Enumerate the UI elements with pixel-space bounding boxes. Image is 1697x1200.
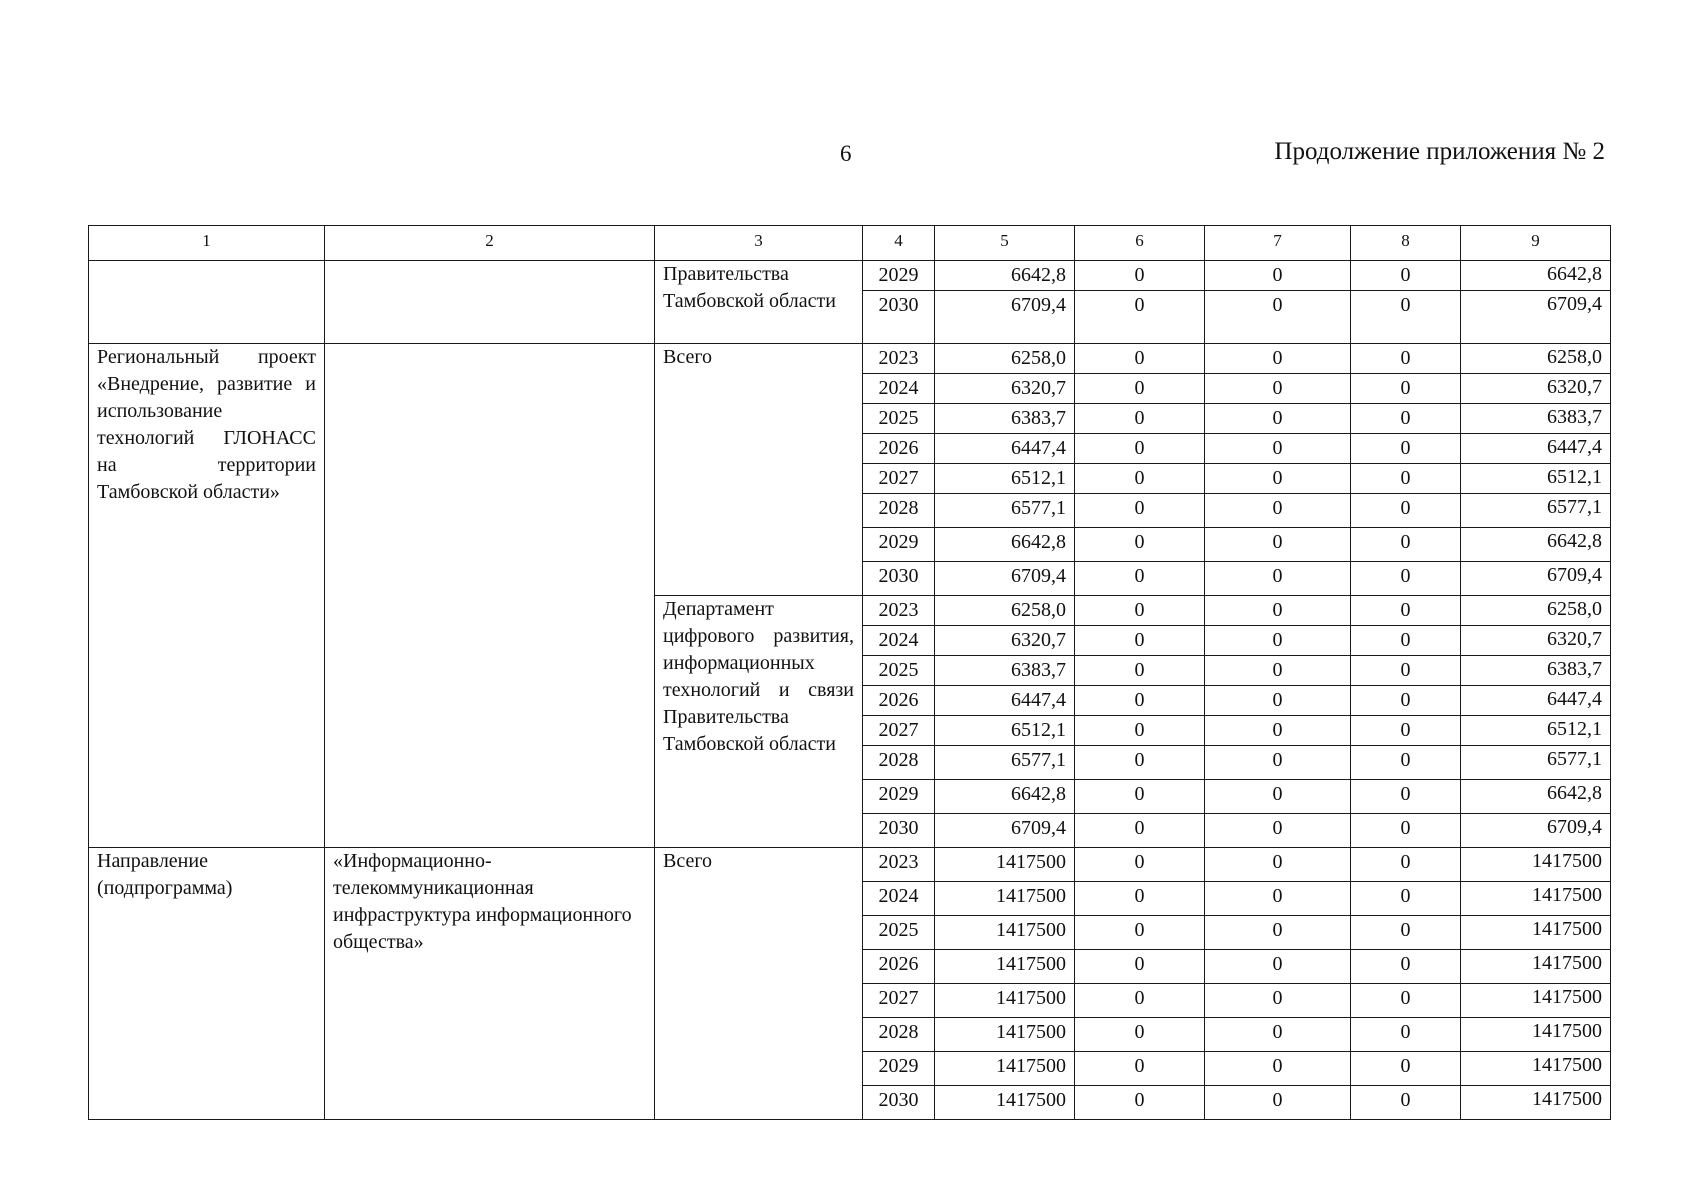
year-cell: 2023 [863,344,935,374]
total-amount-cell: 6512,1 [1461,464,1611,494]
year-cell: 2028 [863,1018,935,1052]
year-cell: 2029 [863,261,935,291]
total-amount-cell: 1417500 [1461,984,1611,1018]
amount-cell: 6642,8 [935,528,1075,562]
amount-cell: 0 [1351,528,1461,562]
amount-cell: 0 [1205,656,1351,686]
amount-cell: 0 [1351,1086,1461,1120]
project-name-cell: Региональный проект «Внедрение, развитие и использование технологий ГЛОНАСС на территории Тамбовской области» [89,344,325,848]
total-amount-cell: 1417500 [1461,1052,1611,1086]
total-amount-cell: 1417500 [1461,1018,1611,1052]
amount-cell: 0 [1351,596,1461,626]
amount-cell: 6642,8 [935,261,1075,291]
page-number: 6 [840,141,852,166]
amount-cell: 1417500 [935,848,1075,882]
goal-cell [325,261,655,344]
amount-cell: 0 [1075,261,1205,291]
total-amount-cell: 6383,7 [1461,656,1611,686]
amount-cell: 0 [1351,716,1461,746]
amount-cell: 0 [1351,1018,1461,1052]
amount-cell: 1417500 [935,950,1075,984]
total-amount-cell: 6577,1 [1461,746,1611,780]
amount-cell: 0 [1075,562,1205,596]
amount-cell: 0 [1205,1086,1351,1120]
amount-cell: 0 [1205,916,1351,950]
amount-cell: 6512,1 [935,464,1075,494]
total-amount-cell: 6642,8 [1461,780,1611,814]
amount-cell: 0 [1351,434,1461,464]
year-cell: 2025 [863,404,935,434]
year-cell: 2030 [863,562,935,596]
amount-cell: 0 [1205,1052,1351,1086]
column-number: 2 [325,226,655,261]
table-row [89,344,1611,374]
amount-cell: 0 [1205,404,1351,434]
table-row [89,261,1611,291]
amount-cell: 6709,4 [935,814,1075,848]
amount-cell: 1417500 [935,1052,1075,1086]
total-amount-cell: 6320,7 [1461,374,1611,404]
amount-cell: 0 [1075,291,1205,344]
amount-cell: 0 [1205,984,1351,1018]
amount-cell: 0 [1351,464,1461,494]
year-cell: 2024 [863,882,935,916]
amount-cell: 1417500 [935,882,1075,916]
total-amount-cell: 6258,0 [1461,344,1611,374]
amount-cell: 1417500 [935,916,1075,950]
amount-cell: 0 [1075,780,1205,814]
amount-cell: 0 [1351,746,1461,780]
amount-cell: 0 [1205,434,1351,464]
amount-cell: 6512,1 [935,716,1075,746]
year-cell: 2025 [863,656,935,686]
amount-cell: 0 [1075,848,1205,882]
amount-cell: 0 [1351,261,1461,291]
amount-cell: 0 [1351,780,1461,814]
amount-cell: 0 [1205,746,1351,780]
amount-cell: 0 [1351,344,1461,374]
amount-cell: 0 [1075,746,1205,780]
total-amount-cell: 1417500 [1461,950,1611,984]
total-amount-cell: 6642,8 [1461,261,1611,291]
column-number: 9 [1461,226,1611,261]
program-cell [89,261,325,344]
total-amount-cell: 6258,0 [1461,596,1611,626]
amount-cell: 0 [1075,464,1205,494]
total-amount-cell: 6709,4 [1461,291,1611,344]
amount-cell: 0 [1075,596,1205,626]
amount-cell: 0 [1075,344,1205,374]
amount-cell: 1417500 [935,984,1075,1018]
year-cell: 2023 [863,848,935,882]
total-amount-cell: 6383,7 [1461,404,1611,434]
total-amount-cell: 6447,4 [1461,686,1611,716]
budget-table [88,225,1611,1120]
amount-cell: 6383,7 [935,404,1075,434]
amount-cell: 6642,8 [935,780,1075,814]
column-number-row [89,226,1611,261]
subprogram-name-cell: Направление (подпрограмма) [89,848,325,1120]
project-goal-cell [325,344,655,848]
amount-cell: 6258,0 [935,344,1075,374]
amount-cell: 0 [1205,261,1351,291]
table-row [89,848,1611,882]
amount-cell: 0 [1205,814,1351,848]
amount-cell: 0 [1351,848,1461,882]
amount-cell: 0 [1075,626,1205,656]
total-amount-cell: 1417500 [1461,1086,1611,1120]
department-cell: Департамент цифрового развития, информационных технологий и связи Правительства Тамбовской области [655,596,863,848]
amount-cell: 0 [1075,984,1205,1018]
amount-cell: 0 [1205,1018,1351,1052]
amount-cell: 0 [1075,1086,1205,1120]
amount-cell: 0 [1205,848,1351,882]
amount-cell: 0 [1205,562,1351,596]
year-cell: 2025 [863,916,935,950]
total-amount-cell: 6642,8 [1461,528,1611,562]
year-cell: 2026 [863,950,935,984]
amount-cell: 0 [1351,374,1461,404]
amount-cell: 0 [1075,494,1205,528]
amount-cell: 0 [1205,686,1351,716]
amount-cell: 0 [1205,528,1351,562]
amount-cell: 6447,4 [935,434,1075,464]
amount-cell: 0 [1205,344,1351,374]
year-cell: 2027 [863,716,935,746]
amount-cell: 0 [1075,814,1205,848]
column-number: 6 [1075,226,1205,261]
year-cell: 2027 [863,464,935,494]
amount-cell: 0 [1205,882,1351,916]
amount-cell: 0 [1351,882,1461,916]
amount-cell: 0 [1075,916,1205,950]
amount-cell: 0 [1205,716,1351,746]
amount-cell: 6577,1 [935,746,1075,780]
amount-cell: 0 [1351,291,1461,344]
year-cell: 2028 [863,494,935,528]
amount-cell: 0 [1075,716,1205,746]
year-cell: 2024 [863,374,935,404]
year-cell: 2027 [863,984,935,1018]
amount-cell: 0 [1205,950,1351,984]
responsible-cell: Правительства Тамбовской области [655,261,863,344]
amount-cell: 1417500 [935,1086,1075,1120]
amount-cell: 0 [1205,596,1351,626]
year-cell: 2029 [863,1052,935,1086]
amount-cell: 0 [1351,562,1461,596]
amount-cell: 0 [1075,950,1205,984]
column-number: 5 [935,226,1075,261]
year-cell: 2028 [863,746,935,780]
amount-cell: 0 [1205,464,1351,494]
total-amount-cell: 6577,1 [1461,494,1611,528]
amount-cell: 0 [1205,494,1351,528]
amount-cell: 6383,7 [935,656,1075,686]
column-number: 8 [1351,226,1461,261]
amount-cell: 0 [1075,882,1205,916]
subprogram-title-cell: «Информационно-телекоммуникационная инфраструктура информационного общества» [325,848,655,1120]
amount-cell: 0 [1075,1052,1205,1086]
total-label-cell: Всего [655,344,863,596]
year-cell: 2026 [863,434,935,464]
amount-cell: 0 [1075,404,1205,434]
year-cell: 2030 [863,814,935,848]
amount-cell: 0 [1205,626,1351,656]
total-amount-cell: 6709,4 [1461,562,1611,596]
amount-cell: 0 [1351,626,1461,656]
total-amount-cell: 6512,1 [1461,716,1611,746]
total-amount-cell: 1417500 [1461,882,1611,916]
column-number: 3 [655,226,863,261]
year-cell: 2023 [863,596,935,626]
total-amount-cell: 6447,4 [1461,434,1611,464]
amount-cell: 0 [1075,686,1205,716]
total-amount-cell: 1417500 [1461,916,1611,950]
year-cell: 2026 [863,686,935,716]
amount-cell: 0 [1075,1018,1205,1052]
amount-cell: 0 [1351,656,1461,686]
amount-cell: 0 [1205,780,1351,814]
amount-cell: 0 [1205,374,1351,404]
total-label-cell: Всего [655,848,863,1120]
amount-cell: 0 [1075,528,1205,562]
amount-cell: 0 [1351,950,1461,984]
amount-cell: 6577,1 [935,494,1075,528]
year-cell: 2024 [863,626,935,656]
amount-cell: 0 [1075,656,1205,686]
amount-cell: 0 [1351,404,1461,434]
year-cell: 2029 [863,528,935,562]
total-amount-cell: 6320,7 [1461,626,1611,656]
amount-cell: 0 [1075,434,1205,464]
amount-cell: 0 [1205,291,1351,344]
amount-cell: 0 [1351,984,1461,1018]
column-number: 7 [1205,226,1351,261]
year-cell: 2030 [863,1086,935,1120]
amount-cell: 0 [1351,686,1461,716]
amount-cell: 6709,4 [935,291,1075,344]
amount-cell: 0 [1351,814,1461,848]
year-cell: 2030 [863,291,935,344]
column-number: 4 [863,226,935,261]
amount-cell: 0 [1075,374,1205,404]
year-cell: 2029 [863,780,935,814]
column-number: 1 [89,226,325,261]
total-amount-cell: 1417500 [1461,848,1611,882]
amount-cell: 6447,4 [935,686,1075,716]
amount-cell: 0 [1351,916,1461,950]
amount-cell: 6320,7 [935,626,1075,656]
amount-cell: 0 [1351,494,1461,528]
amount-cell: 0 [1351,1052,1461,1086]
amount-cell: 6320,7 [935,374,1075,404]
amount-cell: 6709,4 [935,562,1075,596]
amount-cell: 1417500 [935,1018,1075,1052]
total-amount-cell: 6709,4 [1461,814,1611,848]
continuation-heading: Продолжение приложения № 2 [1274,138,1605,165]
amount-cell: 6258,0 [935,596,1075,626]
